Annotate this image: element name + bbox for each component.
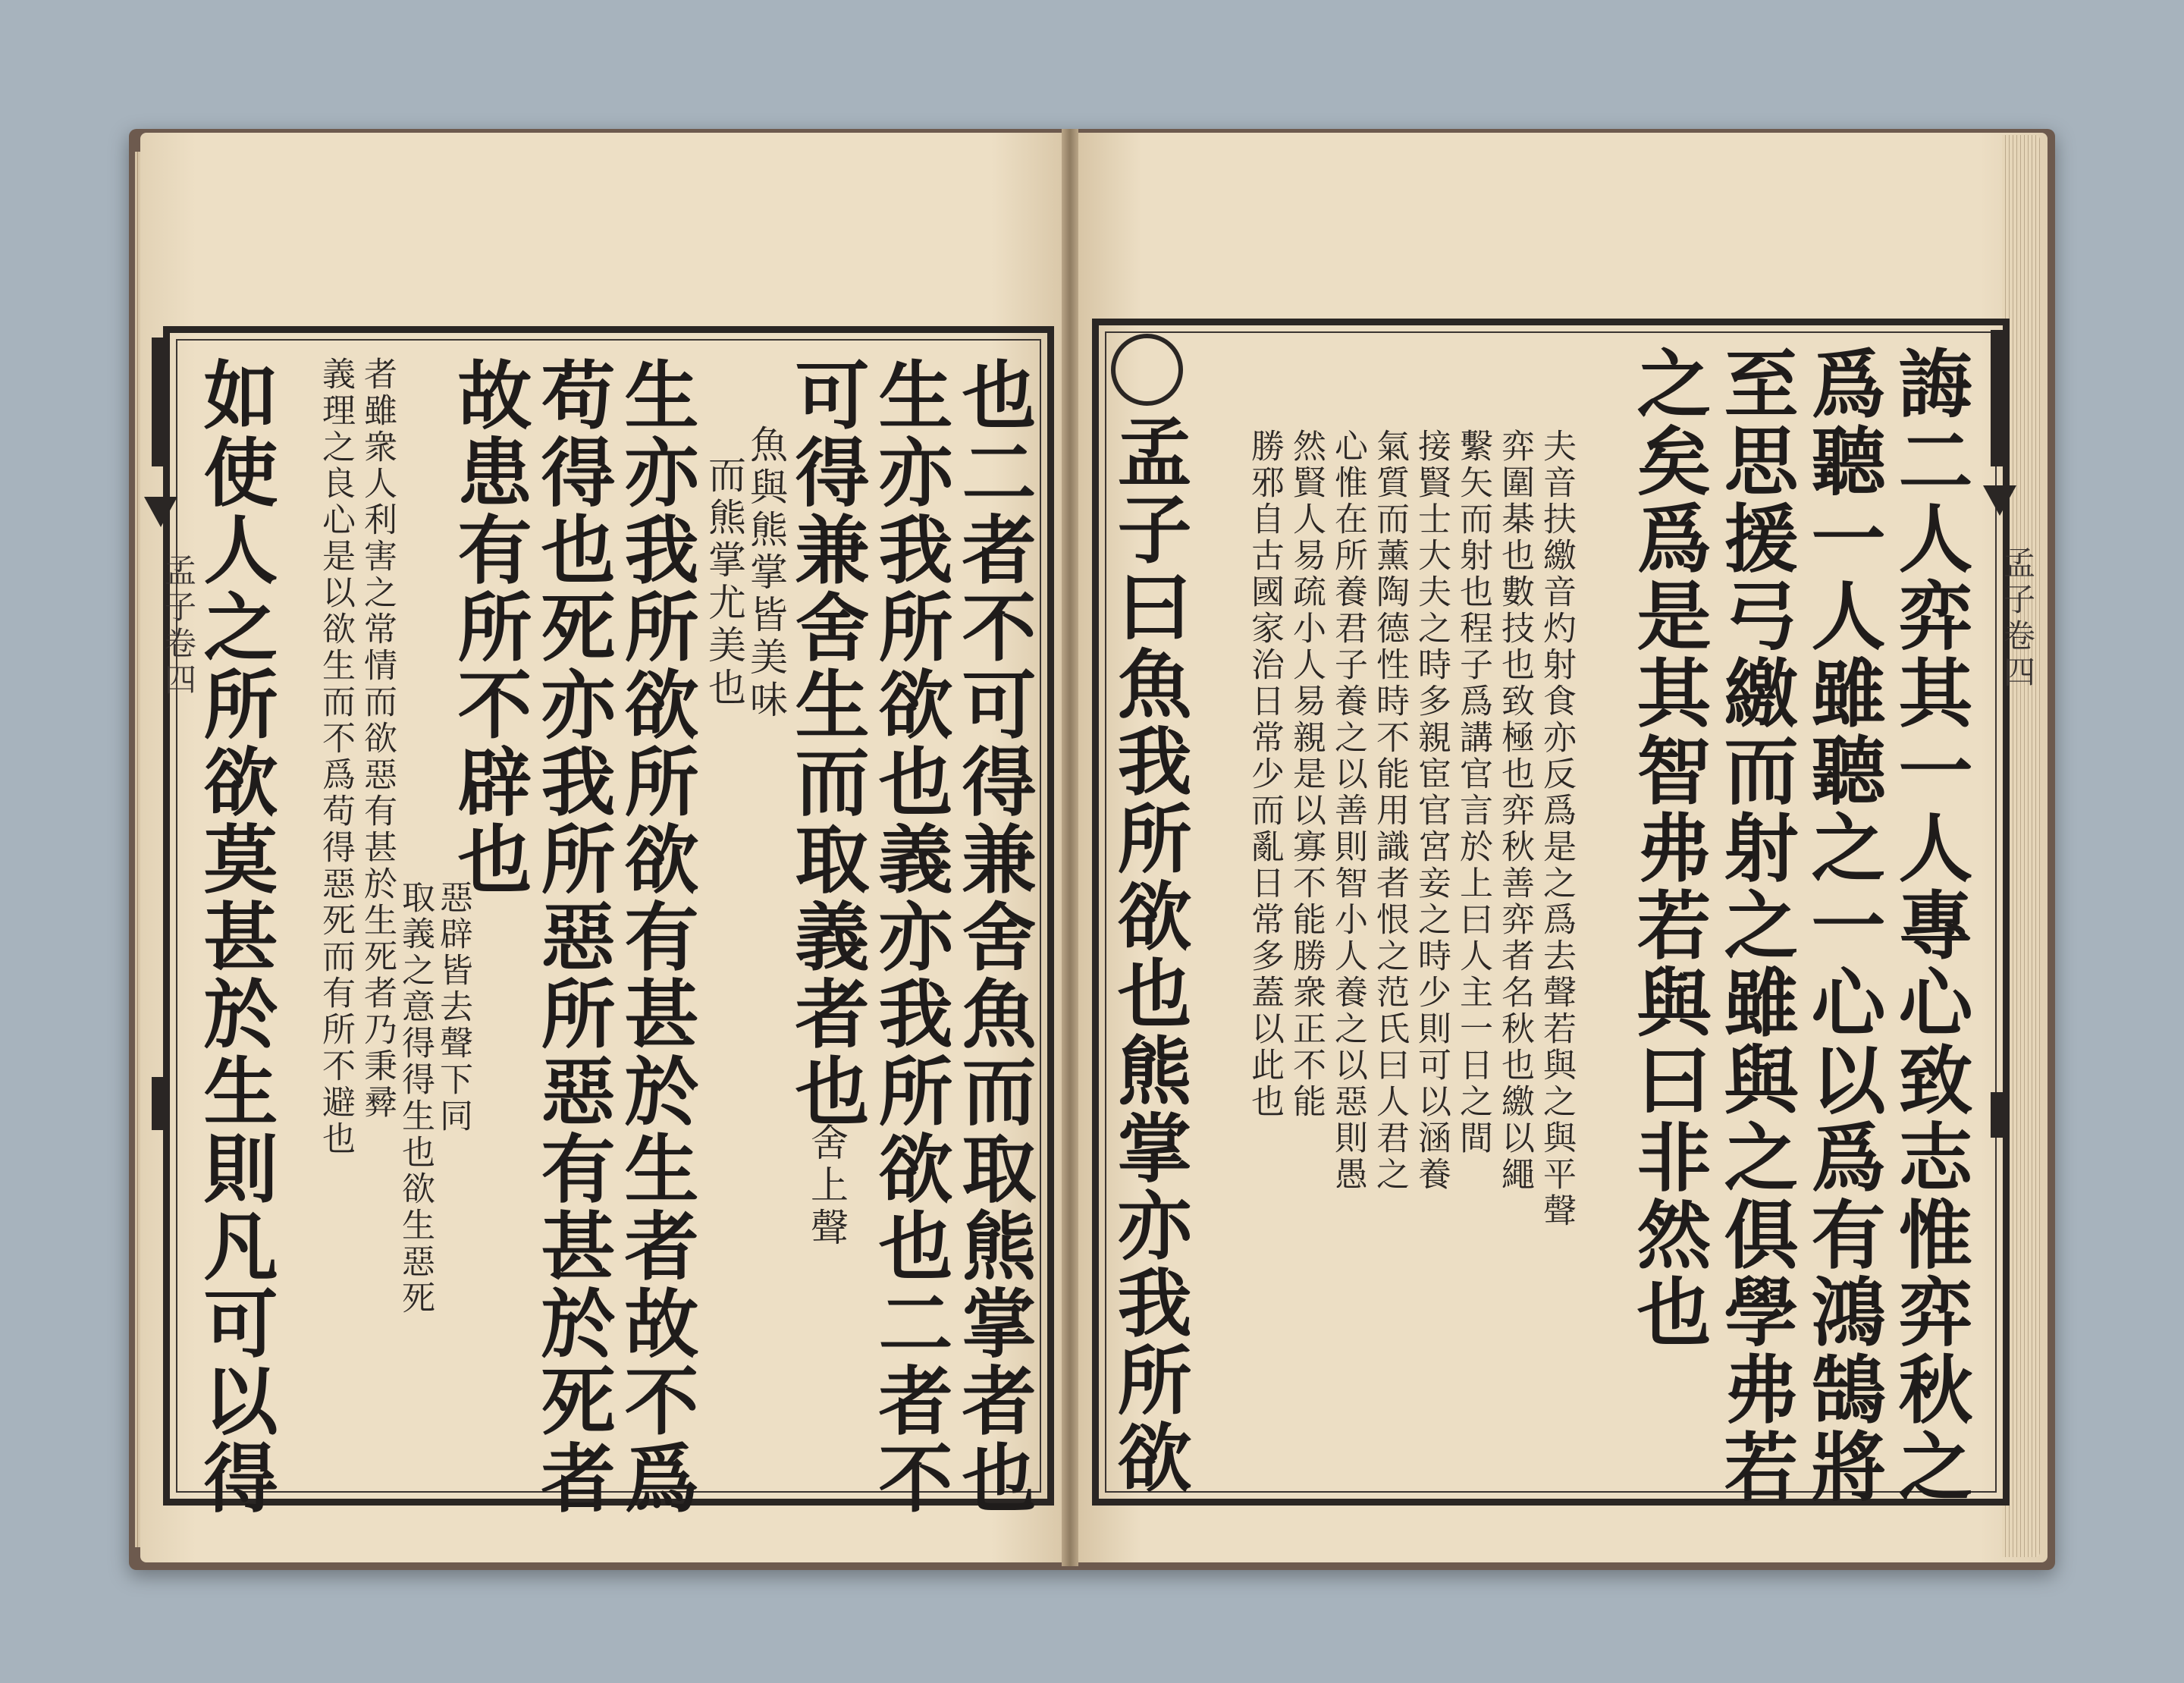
fishtail-icon <box>144 497 177 527</box>
commentary-column: 而熊掌尤美也 <box>702 455 746 710</box>
text-column: 誨二人弈其一人專心致志惟弈秋之 <box>1886 345 1973 1506</box>
text-column: 也二者不可得兼舍魚而取熊掌者也 <box>949 356 1037 1517</box>
section-circle-mark <box>1111 334 1183 406</box>
commentary-column: 惡辟皆去聲下同 <box>434 880 472 1135</box>
commentary-column: 勝邪自古國家治日常少而亂日常多蓋以此也 <box>1245 429 1284 1120</box>
commentary-column: 舍上聲 <box>805 1123 849 1250</box>
commentary-column: 魚與熊掌皆美味 <box>744 425 788 722</box>
commentary-column: 心惟在所養君子養之以善則智小人養之以惡則愚 <box>1329 429 1367 1193</box>
book-gutter <box>1062 129 1078 1566</box>
fishtail-mark-top <box>1991 330 2009 466</box>
text-column: 之矣爲是其智弗若與曰非然也 <box>1624 345 1712 1351</box>
commentary-column: 義理之良心是以欲生而不爲苟得惡死而有所不避也 <box>316 356 355 1157</box>
fishtail-icon <box>1983 485 2016 516</box>
text-column: 孟子曰魚我所欲也熊掌亦我所欲 <box>1105 413 1192 1496</box>
commentary-column: 取義之意得得生也欲生惡死 <box>396 880 435 1317</box>
commentary-column: 氣質而薰陶德性時不能用識者恨之范氏曰人君之 <box>1370 429 1409 1193</box>
text-column: 生亦我所欲所欲有甚於生者故不爲 <box>612 356 699 1517</box>
left-margin-title: 孟子卷四 <box>160 554 197 699</box>
fishtail-mark-bottom <box>1991 1092 2009 1138</box>
commentary-column: 繫矢而射也程子爲講官言於上曰人主一日之間 <box>1454 429 1492 1157</box>
text-column: 爲聽一人雖聽之一心以爲有鴻鵠將 <box>1799 345 1886 1506</box>
commentary-column: 然賢人易疏小人易親是以寡不能勝衆正不能 <box>1287 429 1326 1120</box>
text-column: 可得兼舍生而取義者也 <box>783 356 870 1130</box>
text-column: 苟得也死亦我所惡所惡有甚於死者 <box>529 356 616 1517</box>
commentary-column: 接賢士大夫之時多親宦官宮妾之時少則可以涵養 <box>1412 429 1451 1193</box>
text-column: 如使人之所欲莫甚於生則凡可以得 <box>191 356 278 1517</box>
commentary-column: 弈圍棊也數技也致極也弈秋善弈者名秋也繳以繩 <box>1495 429 1534 1193</box>
fishtail-mark-top <box>152 338 170 466</box>
text-column: 生亦我所欲也義亦我所欲也二者不 <box>866 356 953 1517</box>
right-margin-title: 孟子卷四 <box>1999 546 2036 692</box>
text-column: 至思援弓繳而射之雖與之俱學弗若 <box>1712 345 1799 1506</box>
commentary-column: 者雖衆人利害之常情而欲惡有甚於生死者乃秉彛 <box>358 356 397 1121</box>
fishtail-mark-bottom <box>152 1077 170 1130</box>
text-column: 故患有所不辟也 <box>445 356 532 898</box>
commentary-column: 夫音扶繳音灼射食亦反爲是之爲去聲若與之與平聲 <box>1537 429 1576 1229</box>
